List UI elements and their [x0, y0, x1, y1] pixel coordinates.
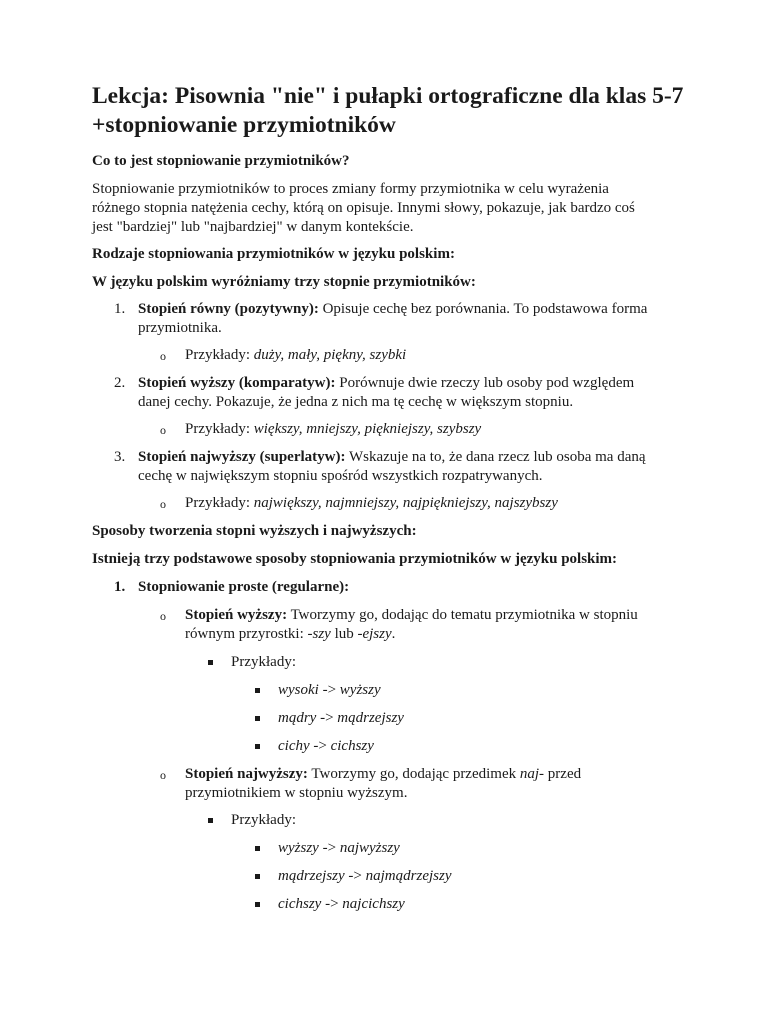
degree-desc: Wskazuje na to, że dana rzecz lub osoba ma daną: [348, 449, 646, 465]
prefix: naj-: [519, 766, 545, 782]
example-arrow: ->: [344, 868, 366, 884]
heading-what-is: Co to jest stopniowanie przymiotników?: [92, 153, 350, 169]
example-from: mądrzejszy: [278, 868, 345, 884]
heading-three-methods: Istnieją trzy podstawowe sposoby stopniowania przymiotników w języku polskim:: [92, 551, 618, 567]
examples-label: Przykłady:: [231, 812, 296, 828]
degree-item: [138, 374, 708, 412]
example-arrow: ->: [316, 710, 338, 726]
superlative-rule: [185, 765, 705, 803]
list-number: 2.: [114, 375, 126, 391]
example-to: cichszy: [330, 738, 374, 754]
circle-bullet-icon: o: [160, 349, 166, 363]
list-number: 1.: [114, 579, 126, 595]
example-arrow: ->: [309, 738, 331, 754]
degree-item: [138, 448, 708, 486]
example-from: wysoki: [278, 682, 319, 698]
suffix: -ejszy: [357, 626, 392, 642]
example-arrow: ->: [318, 682, 340, 698]
degree-desc: Opisuje cechę bez porównania. To podstawowa forma: [322, 301, 648, 317]
example-to: najwyższy: [339, 840, 400, 856]
example-item: [278, 867, 451, 886]
degree-examples: [185, 494, 558, 513]
example-item: [278, 737, 374, 756]
example-item: [278, 895, 405, 914]
examples-text: największy, najmniejszy, najpiękniejszy, najszybszy: [253, 495, 558, 511]
square-bullet-icon: [208, 818, 213, 823]
list-number: 1.: [114, 301, 126, 317]
example-to: wyższy: [339, 682, 381, 698]
examples-text: większy, mniejszy, piękniejszy, szybszy: [253, 421, 482, 437]
degree-desc: danej cechy. Pokazuje, że jedna z nich ma tę cechę w większym stopniu.: [138, 394, 574, 410]
square-bullet-icon: [255, 716, 260, 721]
rule-term: Stopień wyższy:: [185, 607, 288, 623]
list-number: 3.: [114, 449, 126, 465]
rule-text: przymiotnikiem w stopniu wyższym.: [185, 785, 408, 801]
rule-text: Tworzymy go, dodając do tematu przymiotnika w stopniu: [290, 607, 638, 623]
rule-text: równym przyrostki:: [185, 626, 308, 642]
intro-line: jest "bardziej" lub "najbardziej" w danym kontekście.: [92, 219, 414, 235]
example-to: najcichszy: [342, 896, 405, 912]
suffix: -szy: [307, 626, 331, 642]
example-from: cichszy: [278, 896, 322, 912]
example-item: [278, 681, 381, 700]
rule-text: przed: [544, 766, 582, 782]
examples-label: Przykłady:: [231, 654, 296, 670]
degree-desc: cechę w największym stopniu spośród wszystkich rozpatrywanych.: [138, 468, 543, 484]
example-item: [278, 839, 400, 858]
square-bullet-icon: [255, 846, 260, 851]
example-to: mądrzejszy: [337, 710, 404, 726]
intro-paragraph: [92, 180, 672, 237]
heading-methods: Sposoby tworzenia stopni wyższych i najwyższych:: [92, 523, 417, 539]
degree-term: Stopień najwyższy (superlatyw):: [138, 449, 346, 465]
intro-line: różnego stopnia natężenia cechy, którą on opisuje. Innymi słowy, pokazuje, jak bardzo coś: [92, 200, 635, 216]
examples-label: Przykłady:: [185, 347, 250, 363]
rule-text: .: [391, 626, 396, 642]
degree-term: Stopień równy (pozytywny):: [138, 301, 319, 317]
circle-bullet-icon: o: [160, 609, 166, 623]
degree-examples: [185, 346, 406, 365]
degree-term: Stopień wyższy (komparatyw):: [138, 375, 336, 391]
square-bullet-icon: [208, 660, 213, 665]
example-arrow: ->: [318, 840, 340, 856]
example-to: najmądrzejszy: [365, 868, 452, 884]
square-bullet-icon: [255, 902, 260, 907]
square-bullet-icon: [255, 744, 260, 749]
degree-desc: przymiotnika.: [138, 320, 222, 336]
rule-text: Tworzymy go, dodając przedimek: [311, 766, 520, 782]
rule-text: lub: [330, 626, 358, 642]
example-from: cichy: [278, 738, 310, 754]
example-from: mądry: [278, 710, 317, 726]
example-item: [278, 709, 404, 728]
square-bullet-icon: [255, 874, 260, 879]
intro-line: Stopniowanie przymiotników to proces zmiany formy przymiotnika w celu wyrażenia: [92, 181, 609, 197]
degree-examples: [185, 420, 481, 439]
document-title: Lekcja: Pisownia "nie" i pułapki ortograficzne dla klas 5-7 +stopniowanie przymiotników: [92, 83, 684, 138]
heading-three-degrees: W języku polskim wyróżniamy trzy stopnie przymiotników:: [92, 274, 476, 290]
circle-bullet-icon: o: [160, 423, 166, 437]
degree-desc: Porównuje dwie rzeczy lub osoby pod względem: [339, 375, 635, 391]
example-from: wyższy: [278, 840, 319, 856]
examples-text: duży, mały, piękny, szybki: [253, 347, 407, 363]
rule-term: Stopień najwyższy:: [185, 766, 308, 782]
examples-label: Przykłady:: [185, 495, 250, 511]
heading-types: Rodzaje stopniowania przymiotników w języku polskim:: [92, 246, 455, 262]
circle-bullet-icon: o: [160, 497, 166, 511]
examples-label: Przykłady:: [185, 421, 250, 437]
square-bullet-icon: [255, 688, 260, 693]
method-title: Stopniowanie proste (regularne):: [138, 579, 350, 595]
circle-bullet-icon: o: [160, 768, 166, 782]
comparative-rule: [185, 606, 705, 644]
degree-item: [138, 300, 698, 338]
example-arrow: ->: [321, 896, 343, 912]
